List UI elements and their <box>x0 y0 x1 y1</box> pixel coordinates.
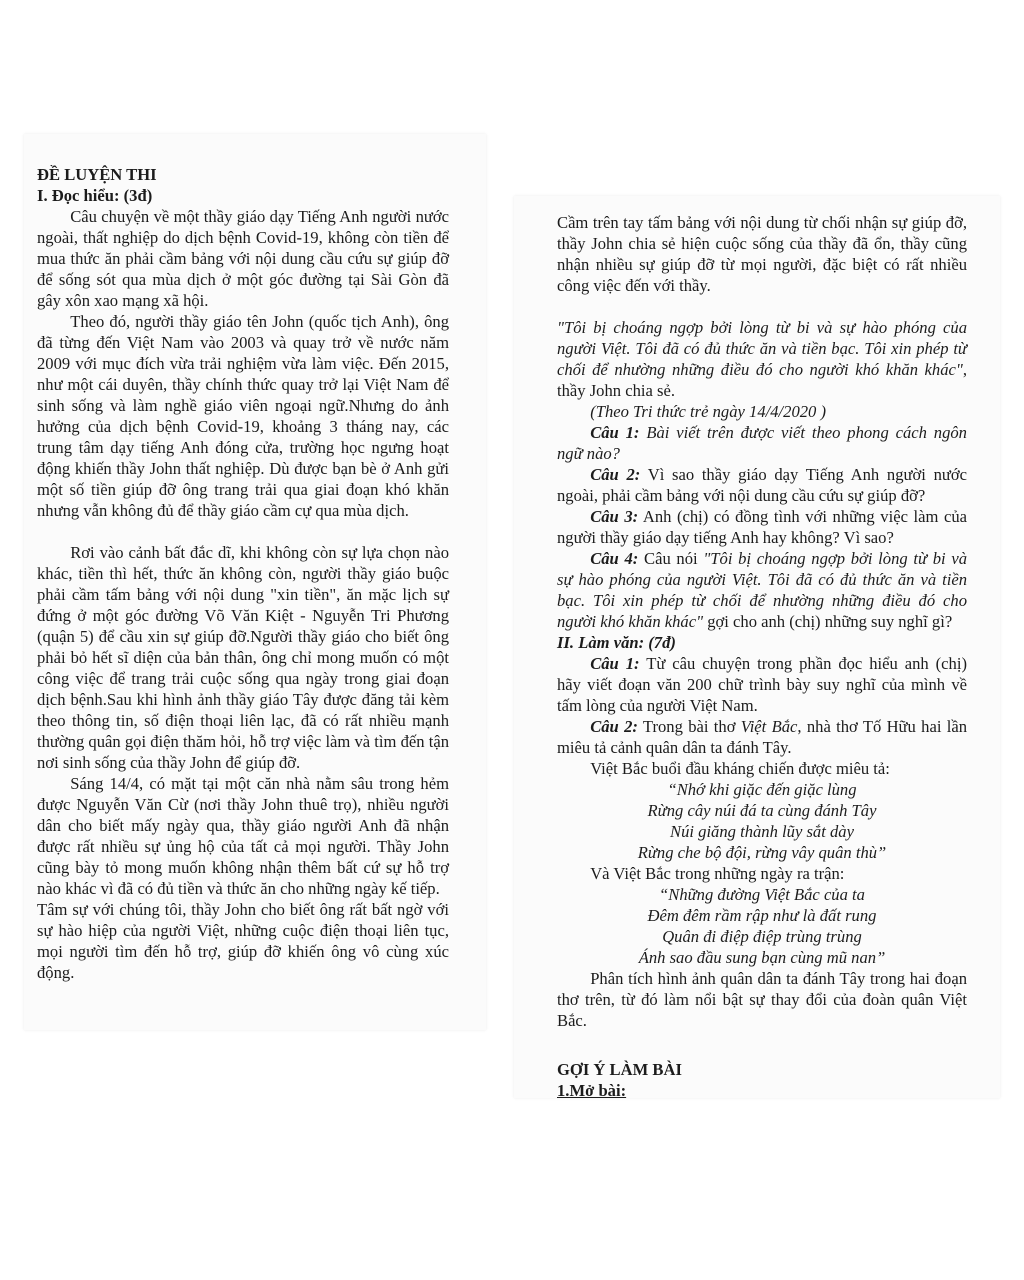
question-text: Từ câu chuyện trong phần đọc hiểu anh (chị) hãy viết đoạn văn 200 chữ trình bày suy nghĩ của mình về tấm lòng của người Việt Nam. <box>557 654 967 715</box>
question-quote: "Tôi bị choáng ngợp bởi lòng từ bi và sự hào phóng của người Việt. Tôi đã có đủ thức ăn và tiền bạc. Tôi xin phép từ chối để nhường những điều đó cho người khó khăn khác" <box>557 549 967 631</box>
question-4 <box>557 548 967 632</box>
quote-paragraph <box>557 317 967 401</box>
quote-tail: , thầy John chia sẻ. <box>557 360 967 400</box>
analysis-task: Phân tích hình ảnh quân dân ta đánh Tây trong hai đoạn thơ trên, từ đó làm nổi bật sự thay đổi của đoàn quân Việt Bắc. <box>557 969 967 1030</box>
poem-line: Núi giăng thành lũy sắt dày <box>670 822 854 841</box>
poem-line: Đêm đêm rầm rập như là đất rung <box>647 906 877 925</box>
poem-line: Quân đi điệp điệp trùng trùng <box>662 927 862 946</box>
poem-line: “Nhớ khi giặc đến giặc lùng <box>667 780 857 799</box>
section-reading-heading: I. Đọc hiểu: (3đ) <box>37 186 153 205</box>
paragraph: Tâm sự với chúng tôi, thầy John cho biết ông rất bất ngờ với sự hào hiệp của người Việt, những cuộc điện thoại liên tục, mọi người tìm đến hỗ trợ, giúp đỡ khiến ông vô cùng xúc động. <box>37 900 449 982</box>
question-label: Câu 1: <box>590 423 640 442</box>
question-label: Câu 1: <box>590 654 640 673</box>
paragraph: Câu chuyện về một thầy giáo dạy Tiếng Anh người nước ngoài, thất nghiệp do dịch bệnh Covid-19, không còn tiền để mua thức ăn phải cầm bảng với nội dung cầu cứu sự giúp đỡ để sống sót qua mùa dịch ở một góc đường tại Sài Gòn đã gây xôn xao mạng xã hội. <box>37 207 449 310</box>
poem-intro: Việt Bắc buổi đầu kháng chiến được miêu tả: <box>590 759 890 778</box>
poem-line: Ánh sao đầu sung bạn cùng mũ nan” <box>638 948 886 967</box>
question-label: Câu 2: <box>590 717 638 736</box>
question-text: Vì sao thầy giáo dạy Tiếng Anh người nước ngoài, phải cầm bảng với nội dung cầu cứu sự giúp đỡ? <box>557 465 967 505</box>
exam-title: ĐỀ LUYỆN THI <box>37 165 157 184</box>
writing-task-2 <box>557 716 967 758</box>
question-text: , nhà thơ Tố Hữu hai lần miêu tả cảnh quân dân ta đánh Tây. <box>557 717 968 757</box>
question-text: Câu nói <box>638 549 704 568</box>
section-writing-heading: II. Làm văn: (7đ) <box>557 633 676 652</box>
poem-line: “Những đường Việt Bắc của ta <box>659 885 865 904</box>
paragraph-gap <box>557 296 967 317</box>
paragraph-gap <box>37 521 449 542</box>
paragraph: Sáng 14/4, có mặt tại một căn nhà nằm sâu trong hẻm được Nguyễn Văn Cừ (nơi thầy John thuê trọ), nhiều người dân cho biết mấy ngày qua, thầy giáo người Anh đã nhận được rất nhiều sự ủng hộ của tất cả mọi người. Thầy John cũng bày tỏ mong muốn không nhận thêm bất cứ sự hỗ trợ nào khác vì đã có đủ tiền và thức ăn cho những ngày kế tiếp. <box>37 774 449 898</box>
question-label: Câu 2: <box>590 465 641 484</box>
question-text: Bài viết trên được viết theo phong cách ngôn ngữ nào? <box>557 423 967 463</box>
question-1 <box>557 422 967 464</box>
poem-intro: Và Việt Bắc trong những ngày ra trận: <box>590 864 845 883</box>
paragraph: Rơi vào cảnh bất đắc dĩ, khi không còn sự lựa chọn nào khác, tiền thì hết, thức ăn không còn, người thầy giáo buộc phải cầm tấm bảng với nội dung "xin tiền", ăn mặc lịch sự đứng ở một góc đường Võ Văn Kiệt - Nguyễn Tri Phương (quận 5) để cầu xin sự giúp đỡ.Người thầy giáo cho biết ông phải bỏ hết sĩ diện của bản thân, ông chỉ mong muốn có một công việc để trang trải cuộc sống qua ngày trong giai đoạn dịch bệnh.Sau khi hình ảnh thầy giáo Tây được đăng tải kèm theo thông tin, số điện thoại liên lạc, đã có rất nhiều mạnh thường quân gọi điện thăm hỏi, hỗ trợ việc làm và tìm đến tận nơi sinh sống của thầy John để giúp đỡ. <box>37 543 449 772</box>
question-label: Câu 3: <box>590 507 639 526</box>
guide-title: GỢI Ý LÀM BÀI <box>557 1060 682 1079</box>
writing-task-1 <box>557 653 967 716</box>
question-text: Anh (chị) có đồng tình với những việc làm của người thầy giáo dạy tiếng Anh hay không? Vì sao? <box>557 507 967 547</box>
poem-line: Rừng cây núi đá ta cùng đánh Tây <box>647 801 877 820</box>
john-quote: "Tôi bị choáng ngợp bởi lòng từ bi và sự hào phóng của người Việt. Tôi đã có đủ thức ăn và tiền bạc. Tôi xin phép từ chối để nhường những điều đó cho người khó khăn khác" <box>557 318 967 379</box>
left-column <box>37 164 449 983</box>
source-citation: (Theo Tri thức trẻ ngày 14/4/2020 ) <box>590 402 827 421</box>
guide-subheading: 1.Mở bài: <box>557 1081 627 1100</box>
question-2 <box>557 464 967 506</box>
poem-line: Rừng che bộ đội, rừng vây quân thù” <box>637 843 887 862</box>
question-text: gợi cho anh (chị) những suy nghĩ gì? <box>703 612 953 631</box>
paragraph: Theo đó, người thầy giáo tên John (quốc tịch Anh), ông đã từng đến Việt Nam vào 2003 và quay trở về nước năm 2009 với mục đích vừa trải nghiệm vừa làm việc. Đến 2015, như một cái duyên, thầy chính thức quay trở lại Việt Nam để sinh sống và làm nghề giáo viên ngoại ngữ.Nhưng do ảnh hưởng của dịch bệnh Covid-19, khoảng 3 tháng nay, các trung tâm dạy tiếng Anh đóng cửa, trường học ngưng hoạt động khiến thầy John thất nghiệp. Dù được bạn bè ở Anh gửi một số tiền giúp đỡ ông trang trải qua giai đoạn khó khăn nhưng vẫn không đủ để thầy giáo cầm cự qua mùa dịch. <box>37 312 449 520</box>
section-gap <box>557 1031 967 1059</box>
question-label: Câu 4: <box>590 549 639 568</box>
question-3 <box>557 506 967 548</box>
poem-title: Việt Bắc <box>740 717 798 736</box>
right-column <box>557 212 967 1101</box>
paragraph: Cầm trên tay tấm bảng với nội dung từ chối nhận sự giúp đỡ, thầy John chia sẻ hiện cuộc sống của thầy đã ổn, thầy cũng nhận nhiều sự giúp đỡ từ mọi người, đặc biệt có rất nhiều công việc đến với thầy. <box>557 213 967 295</box>
question-text: Trong bài thơ <box>637 717 741 736</box>
